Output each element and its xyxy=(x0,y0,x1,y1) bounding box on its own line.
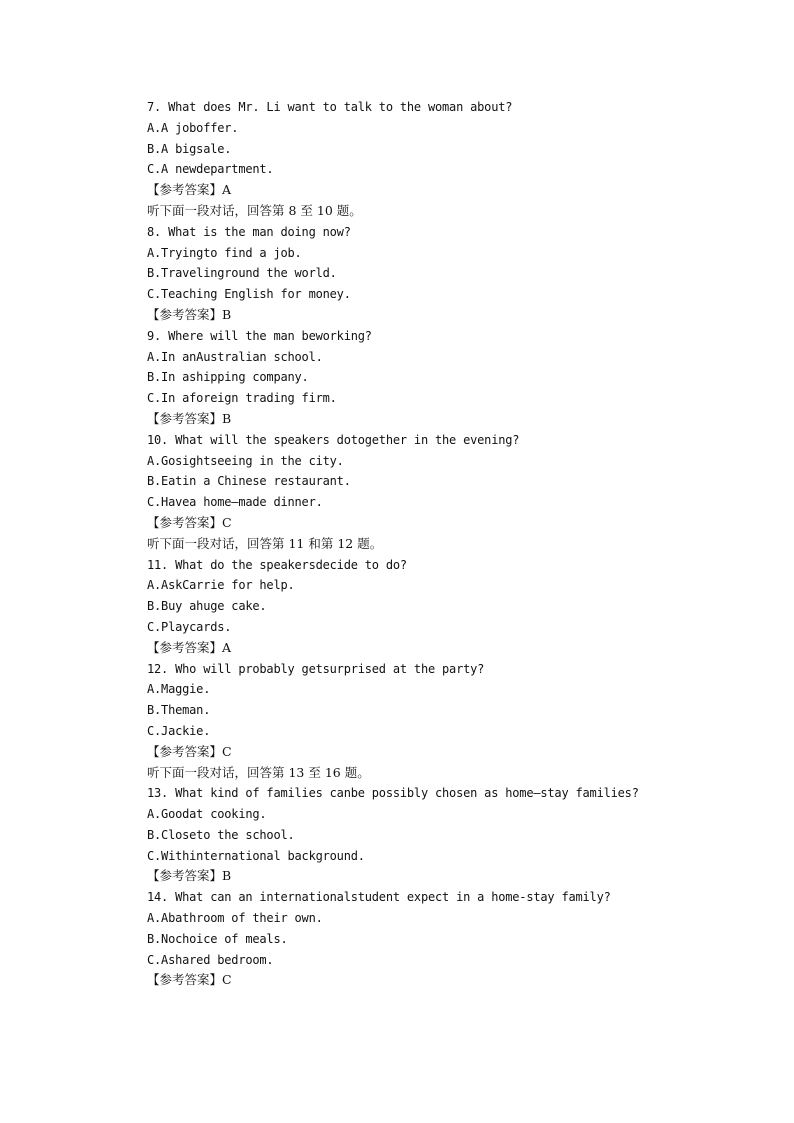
reference-answer: 【参考答案】B xyxy=(147,410,232,426)
option-a: A.In anAustralian school. xyxy=(147,349,323,364)
option-c: C.Jackie. xyxy=(147,723,211,738)
question-13: 13. What kind of families canbe possibly chosen as home—stay families? xyxy=(147,786,639,801)
reference-answer: 【参考答案】A xyxy=(147,639,232,655)
option-c: C.Teaching English for money. xyxy=(147,287,351,302)
question-9: 9. Where will the man beworking? xyxy=(147,328,372,343)
option-b: B.Nochoice of meals. xyxy=(147,931,288,946)
option-b: B.Eatin a Chinese restaurant. xyxy=(147,474,351,489)
option-b: B.Buy ahuge cake. xyxy=(147,599,267,614)
option-b: B.Travelinground the world. xyxy=(147,266,337,281)
question-14: 14. What can an internationalstudent expect in a home-stay family? xyxy=(147,890,611,905)
option-a: A.Tryingto find a job. xyxy=(147,245,302,260)
question-8: 8. What is the man doing now? xyxy=(147,224,351,239)
question-11: 11. What do the speakersdecide to do? xyxy=(147,557,407,572)
option-b: B.Closeto the school. xyxy=(147,827,295,842)
option-c: C.Withinternational background. xyxy=(147,848,365,863)
option-c: C.In aforeign trading firm. xyxy=(147,391,337,406)
option-b: B.Theman. xyxy=(147,703,211,718)
question-7: 7. What does Mr. Li want to talk to the woman about? xyxy=(147,100,513,114)
question-list xyxy=(147,97,707,991)
option-c: C.A newdepartment. xyxy=(147,162,274,177)
option-a: A.AskCarrie for help. xyxy=(147,578,295,593)
option-a: A.Goodat cooking. xyxy=(147,807,267,822)
section-instruction: 听下面一段对话，回答第 11 和第 12 题。 xyxy=(147,535,383,551)
option-a: A.Abathroom of their own. xyxy=(147,911,323,926)
reference-answer: 【参考答案】C xyxy=(147,743,232,759)
section-instruction: 听下面一段对话，回答第 13 至 16 题。 xyxy=(147,764,370,780)
option-a: A.Gosightseeing in the city. xyxy=(147,453,344,468)
option-b: B.In ashipping company. xyxy=(147,370,309,385)
option-b: B.A bigsale. xyxy=(147,141,232,156)
reference-answer: 【参考答案】C xyxy=(147,514,232,530)
question-12: 12. Who will probably getsurprised at the party? xyxy=(147,661,485,676)
option-c: C.Ashared bedroom. xyxy=(147,952,274,967)
reference-answer: 【参考答案】A xyxy=(147,182,232,198)
option-a: A.Maggie. xyxy=(147,682,211,697)
option-c: C.Havea home—made dinner. xyxy=(147,495,323,510)
reference-answer: 【参考答案】B xyxy=(147,306,232,322)
reference-answer: 【参考答案】C xyxy=(147,972,232,988)
option-c: C.Playcards. xyxy=(147,619,232,634)
question-10: 10. What will the speakers dotogether in the evening? xyxy=(147,432,520,447)
section-instruction: 听下面一段对话，回答第 8 至 10 题。 xyxy=(147,202,362,218)
option-a: A.A joboffer. xyxy=(147,120,239,135)
reference-answer: 【参考答案】B xyxy=(147,868,232,884)
